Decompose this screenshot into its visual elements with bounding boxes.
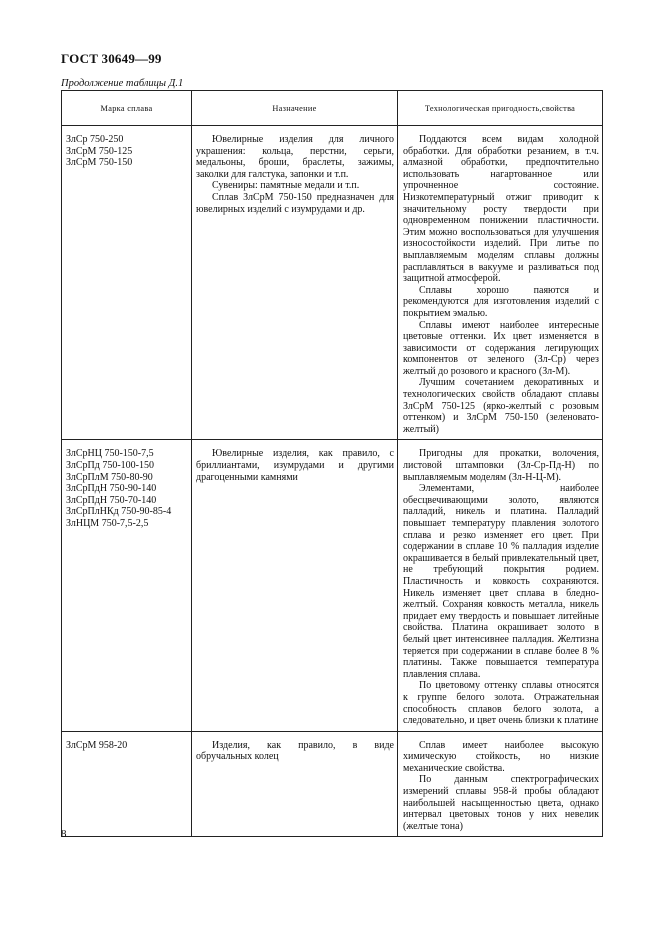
properties-paragraph: Элементами, наиболее обесцвечивающими золото, являются палладий, никель и платина. Палладий повышает температуру плавления золотого сплава и резко изменяет его цвет. При содержании в сплаве 10 % палладия изделие окрашивается в белый привлекательный цвет, не требующий покрытия родием. Пластичность и ковкость сохраняются. Никель изменяет цвет сплава в бледно-желтый. Сохраняя ковкость металла, никель придает ему твердость и повышает литейные свойства. Платина окрашивает золото в белый цвет интенсивнее палладия. Желтизна теряется при содержании в сплаве более 8 % платины. Также повышается температура плавления сплава. [403,483,599,680]
purpose-paragraph: Сувениры: памятные медали и т.п. [212,180,360,192]
alloy-grade-cell [62,440,192,731]
purpose-paragraph: Ювелирные изделия, как правило, с бриллиантами, изумрудами и другими драгоценными камнями [196,448,394,483]
purpose-cell [192,126,398,440]
alloy-grade: ЗлСрМ 750-150 [66,157,133,169]
properties-paragraph: Пригодны для прокатки, волочения, листовой штамповки (Зл-Ср-Пд-Н) по выплавляемым моделям (Зл-Н-Ц-М). [403,448,599,483]
table-caption: Продолжение таблицы Д.1 [61,78,184,89]
properties-paragraph: Лучшим сочетанием декоративных и технологических свойств обладают сплавы ЗлСрМ 750-125 (ярко-желтый с розовым оттенком) и ЗлСрМ 750-150 (зеленовато-желтый) [403,377,599,435]
column-header-properties: Технологическая пригодность,свойства [398,91,603,126]
properties-paragraph: Сплавы имеют наиболее интересные цветовые оттенки. Их цвет изменяется в зависимости от содержания легирующих компонентов от зеленого (Зл-Ср) через желтый до розового и красного (Зл-М). [403,319,599,377]
alloy-grade-cell [62,731,192,837]
properties-paragraph: Сплав имеет наиболее высокую химическую стойкость, но низкие механические свойства. [403,739,599,774]
purpose-paragraph: Изделия, как правило, в виде обручальных колец [196,739,394,763]
alloy-grade: ЗлСрНЦ 750-150-7,5 [66,448,154,460]
purpose-paragraph: Сплав ЗлСрМ 750-150 предназначен для ювелирных изделий с изумрудами и др. [196,191,394,215]
properties-cell [398,731,603,837]
alloy-table [61,90,603,837]
table-header-row [62,91,603,126]
alloy-grade: ЗлСр 750-250 [66,134,124,145]
properties-paragraph: Сплавы хорошо паяются и рекомендуются для изготовления изделий с покрытием эмалью. [403,284,599,319]
alloy-grade: ЗлСрПлМ 750-80-90 [66,471,153,483]
column-header-grade: Марка сплава [62,91,192,126]
purpose-cell [192,731,398,837]
properties-paragraph: По данным спектрографических измерений сплавы 958-й пробы обладают наибольшей насыщенностью цвета, однако интервал цветовых тонов у них невелик (желтые тона) [403,774,599,832]
page-number: 8 [61,828,67,840]
alloy-grade: ЗлСрПд 750-100-150 [66,460,155,472]
properties-cell [398,440,603,731]
purpose-cell [192,440,398,731]
alloy-grade: ЗлСрПдН 750-90-140 [66,483,157,495]
column-header-purpose: Назначение [192,91,398,126]
table-row [62,440,603,731]
alloy-grade: ЗлСрМ 750-125 [66,145,133,157]
alloy-grade: ЗлНЦМ 750-7,5-2,5 [66,518,149,529]
purpose-paragraph: Ювелирные изделия для личного украшения: кольца, перстни, серьги, медальоны, броши, браслеты, зажимы, заколки для галстука, запонки и т.п. [196,134,394,180]
properties-paragraph: Поддаются всем видам холодной обработки. Для обработки резанием, в т.ч. алмазной обработки, предпочтительно использовать нагартованное или упрочненное состояние. Низкотемпературный отжиг приводит к значительному росту твердости при одновременном понижении пластичности. Этим можно воспользоваться для улучшения износостойкости изделий. При литье по выплавляемым моделям сплавы должны расплавляться в вакууме и разливаться под защитной атмосферой. [403,134,599,285]
alloy-grade: ЗлСрПлНКд 750-90-85-4 [66,506,172,518]
table-row [62,126,603,440]
alloy-grade-cell [62,126,192,440]
table-row [62,731,603,837]
document-title: ГОСТ 30649—99 [61,51,162,66]
alloy-grade: ЗлСрПдН 750-70-140 [66,494,157,506]
properties-cell [398,126,603,440]
properties-paragraph: По цветовому оттенку сплавы относятся к группе белого золота. Отражательная способность сплавов белого золота, а следовательно, и цвет очень близки к платине [403,680,599,727]
table-body [62,126,603,837]
alloy-grade: ЗлСрМ 958-20 [66,739,128,751]
